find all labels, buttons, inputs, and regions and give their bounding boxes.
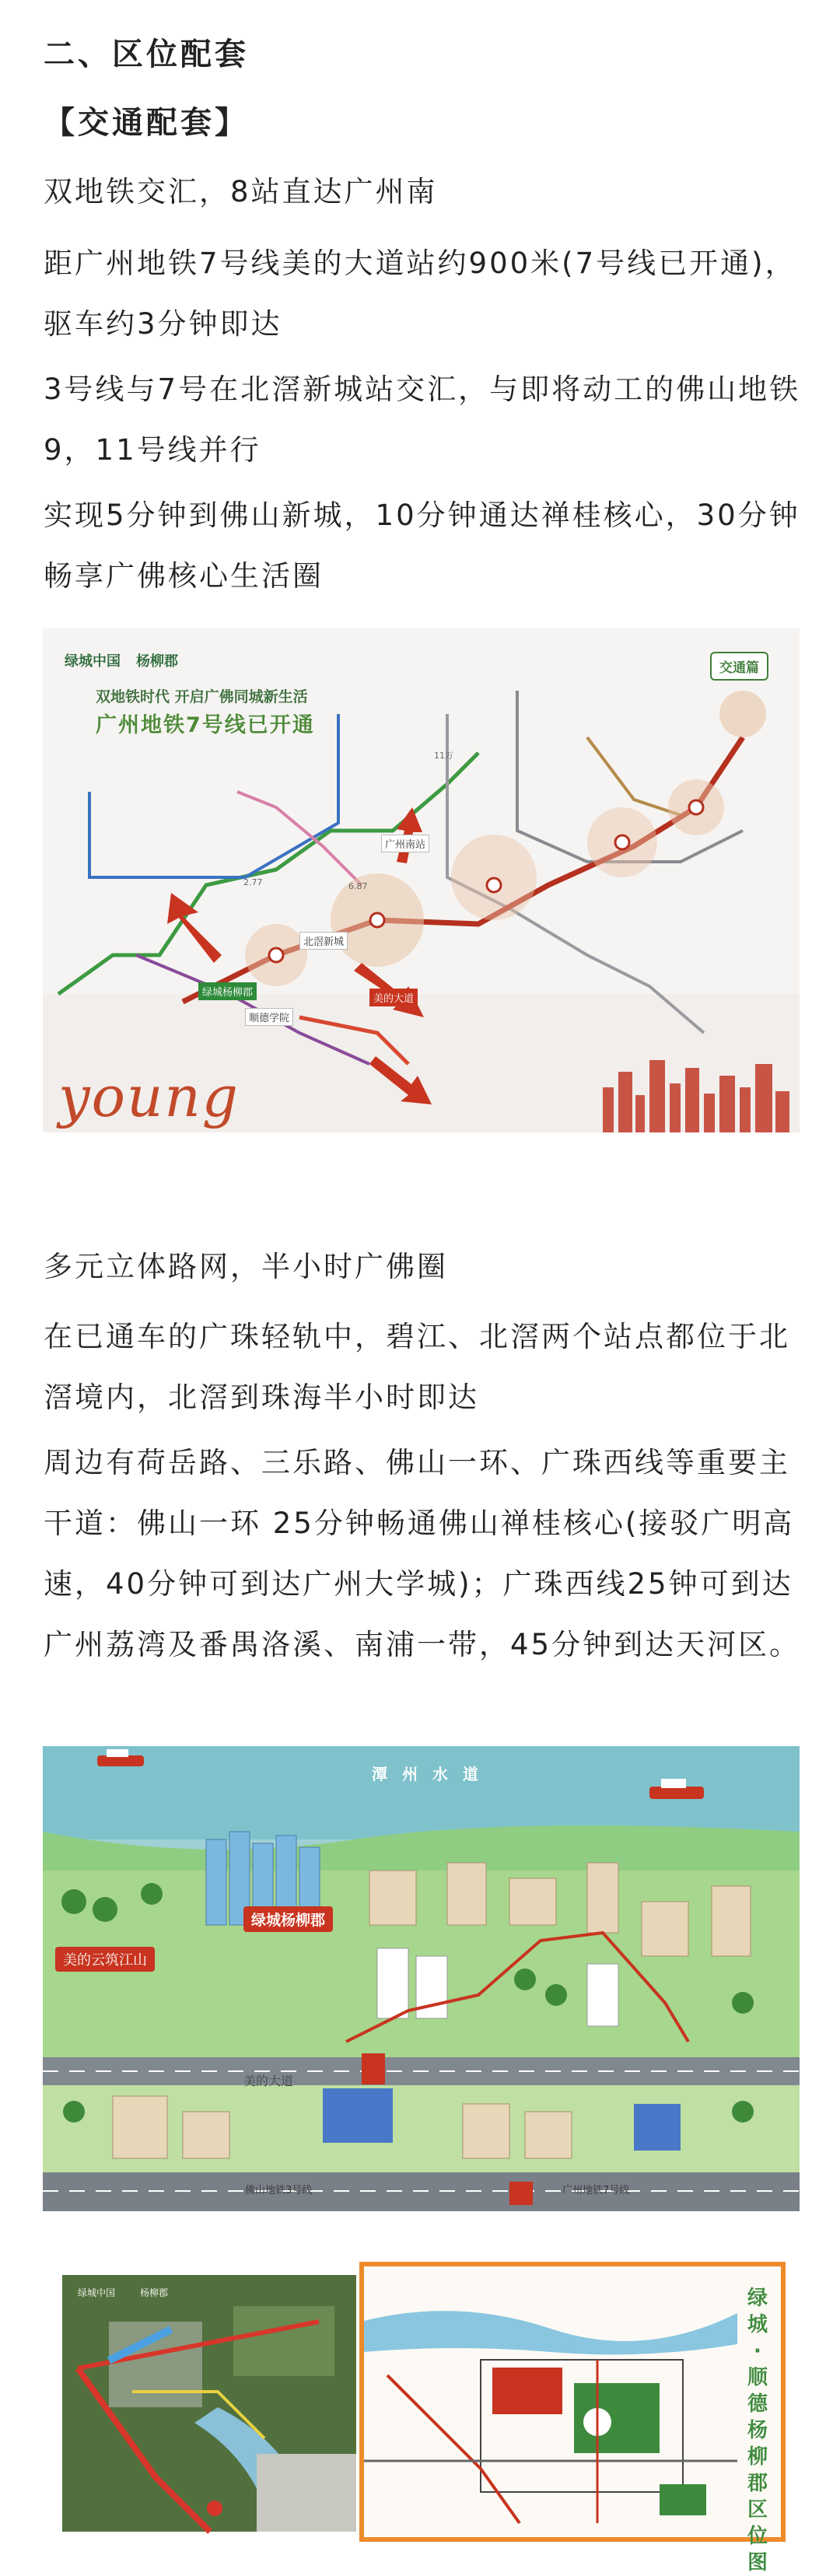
metro-map-image [43, 628, 800, 1132]
paragraph-2: 距广州地铁7号线美的大道站约900米(7号线已开通)，驱车约3分钟即达 [44, 247, 796, 341]
section-subtitle: 【交通配套】 [44, 105, 249, 141]
metro-footer-logo: young [58, 1064, 240, 1129]
time-label: 6.87 [348, 881, 368, 891]
paragraph-4: 实现5分钟到佛山新城，10分钟通达禅桂核心，30分钟畅享广佛核心生活圈 [44, 499, 800, 593]
paragraph-6: 在已通车的广珠轻轨中，碧江、北滘两个站点都位于北滘境内，北滘到珠海半小时即达 [44, 1320, 790, 1414]
metro-tag: 交通篇 [710, 652, 768, 681]
section-title: 二、区位配套 [44, 37, 249, 72]
time-label: 11万 [434, 751, 453, 761]
metro-line-label: 广州地铁7号线 [562, 2185, 630, 2196]
paragraph-7: 周边有荷岳路、三乐路、佛山一环、广珠西线等重要主干道：佛山一环 25分钟畅通佛山禅桂核心(接驳广明高速，40分钟可到达广州大学城)；广珠西线25钟可到达广州荔湾及番禺洛溪、南浦一带，45分钟到达天河区。 [44, 1446, 801, 1661]
location-map-title: 绿城·顺德杨柳郡区位图 [747, 2287, 768, 2574]
metro-brand-right: 杨柳郡 [136, 653, 178, 670]
location-map-image [359, 2262, 786, 2574]
time-label: 2.77 [243, 877, 263, 887]
illustrated-map-drawing [43, 1746, 800, 2211]
metro-line-label: 佛山地铁3号线 [245, 2185, 313, 2196]
aerial-brand-right: 杨柳郡 [140, 2287, 169, 2298]
station-label: 北滘新城 [299, 932, 348, 950]
station-label: 绿城杨柳郡 [198, 982, 257, 1000]
project-label: 绿城杨柳郡 [243, 1906, 333, 1932]
station-label: 广州南站 [381, 835, 429, 852]
paragraph-1: 双地铁交汇，8站直达广州南 [44, 175, 438, 208]
aerial-map-drawing [62, 2275, 356, 2532]
road-label: 美的大道 [243, 2074, 294, 2088]
illustrated-map-image [43, 1746, 800, 2211]
metro-headline: 广州地铁7号线已开通 [96, 713, 315, 737]
location-map-drawing [364, 2266, 781, 2537]
river-label: 潭 州 水 道 [372, 1765, 483, 1783]
aerial-map-image [62, 2275, 356, 2532]
paragraph-3: 3号线与7号在北滘新城站交汇，与即将动工的佛山地铁9，11号线并行 [44, 373, 801, 467]
station-label: 顺德学院 [245, 1008, 293, 1026]
metro-slogan: 双地铁时代 开启广佛同城新生活 [96, 688, 308, 705]
station-label: 美的大道 [369, 989, 418, 1006]
nearby-project-label: 美的云筑江山 [55, 1947, 155, 1972]
aerial-brand-left: 绿城中国 [78, 2287, 116, 2298]
metro-brand-left: 绿城中国 [65, 653, 121, 670]
paragraph-5: 多元立体路网，半小时广佛圈 [44, 1250, 448, 1283]
